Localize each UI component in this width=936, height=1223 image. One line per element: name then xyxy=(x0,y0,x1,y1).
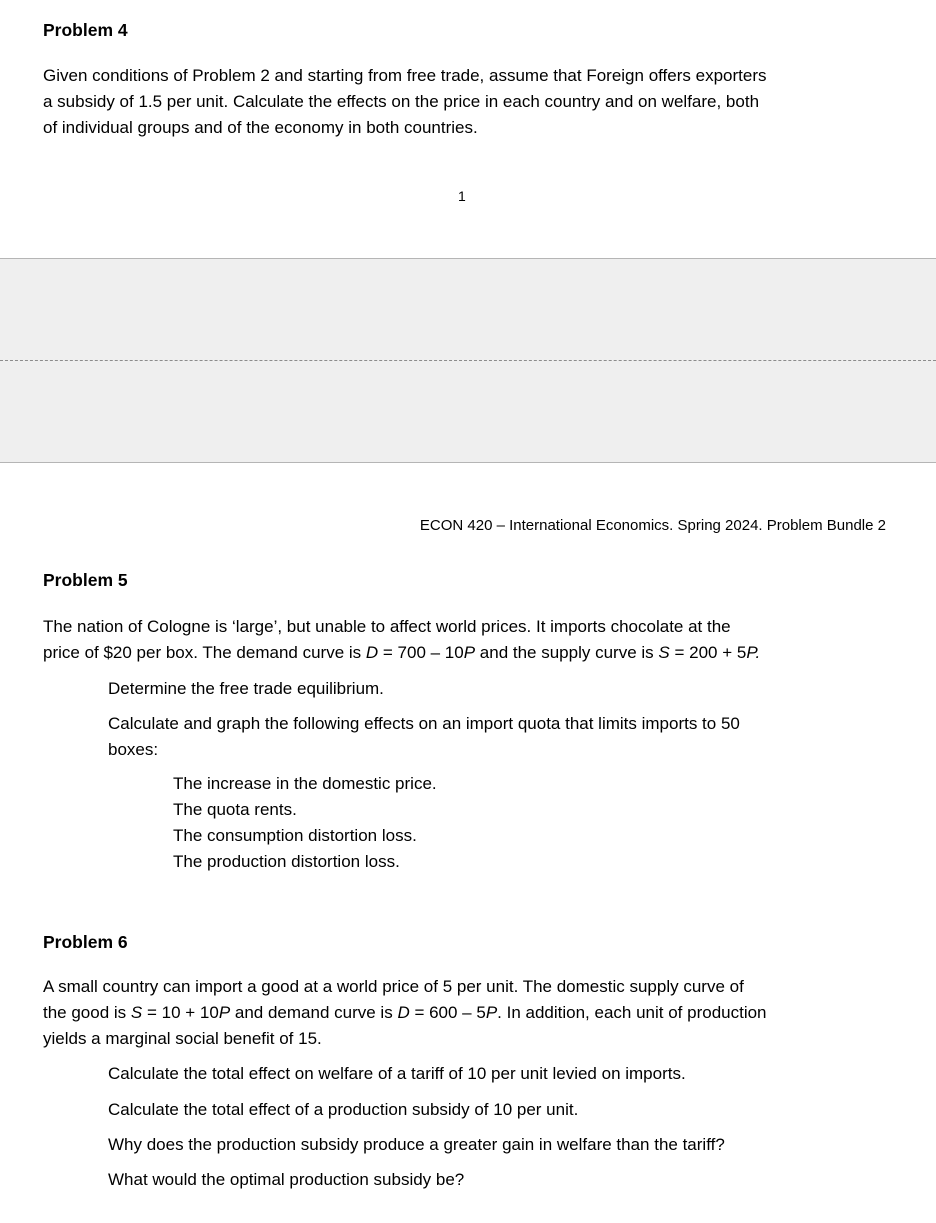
page-break-dashed-line xyxy=(0,360,936,361)
problem-6-item: What would the optimal production subsidy be? xyxy=(108,1170,465,1189)
problem-5-item: Calculate and graph the following effects on an import quota that limits imports to 50 boxes: xyxy=(108,714,740,759)
problem-5-subitem: The production distortion loss. xyxy=(173,852,400,871)
page-number: 1 xyxy=(458,188,466,204)
problem-4-line: of individual groups and of the economy in both countries. xyxy=(43,118,478,137)
problem-5-subitem: The increase in the domestic price. xyxy=(173,774,437,793)
problem-6-intro-line: yields a marginal social benefit of 15. xyxy=(43,1029,322,1048)
problem-5-subitems xyxy=(173,771,437,875)
problem-4-line: a subsidy of 1.5 per unit. Calculate the effects on the price in each country and on welfare, both xyxy=(43,92,760,111)
problem-5-subitem: The quota rents. xyxy=(173,800,297,819)
problem-5-heading: Problem 5 xyxy=(43,570,128,590)
problem-6-intro-line: the good is S = 10 + 10P and demand curve is D = 600 – 5P. In addition, each unit of production xyxy=(43,1003,767,1022)
problem-5-item: Determine the free trade equilibrium. xyxy=(108,679,384,698)
problem-6-item: Why does the production subsidy produce a greater gain in welfare than the tariff? xyxy=(108,1135,725,1154)
problem-6-item: Calculate the total effect on welfare of a tariff of 10 per unit levied on imports. xyxy=(108,1064,686,1083)
problem-4-heading: Problem 4 xyxy=(43,20,128,40)
problem-6-intro xyxy=(43,974,903,1052)
problem-5-subitem: The consumption distortion loss. xyxy=(173,826,417,845)
running-header: ECON 420 – International Economics. Spring 2024. Problem Bundle 2 xyxy=(419,517,886,534)
problem-5-intro xyxy=(43,614,903,666)
problem-5-intro-line: The nation of Cologne is ‘large’, but unable to affect world prices. It imports chocolate at the xyxy=(43,617,731,636)
problem-6-item: Calculate the total effect of a production subsidy of 10 per unit. xyxy=(108,1100,579,1119)
problem-6-heading: Problem 6 xyxy=(43,932,128,952)
problem-4-body xyxy=(43,63,903,141)
problem-6-intro-line: A small country can import a good at a world price of 5 per unit. The domestic supply curve of xyxy=(43,977,744,996)
problem-4-line: Given conditions of Problem 2 and starting from free trade, assume that Foreign offers exporters xyxy=(43,66,767,85)
problem-5-intro-line: price of $20 per box. The demand curve is D = 700 – 10P and the supply curve is S = 200 + 5P. xyxy=(43,643,761,662)
